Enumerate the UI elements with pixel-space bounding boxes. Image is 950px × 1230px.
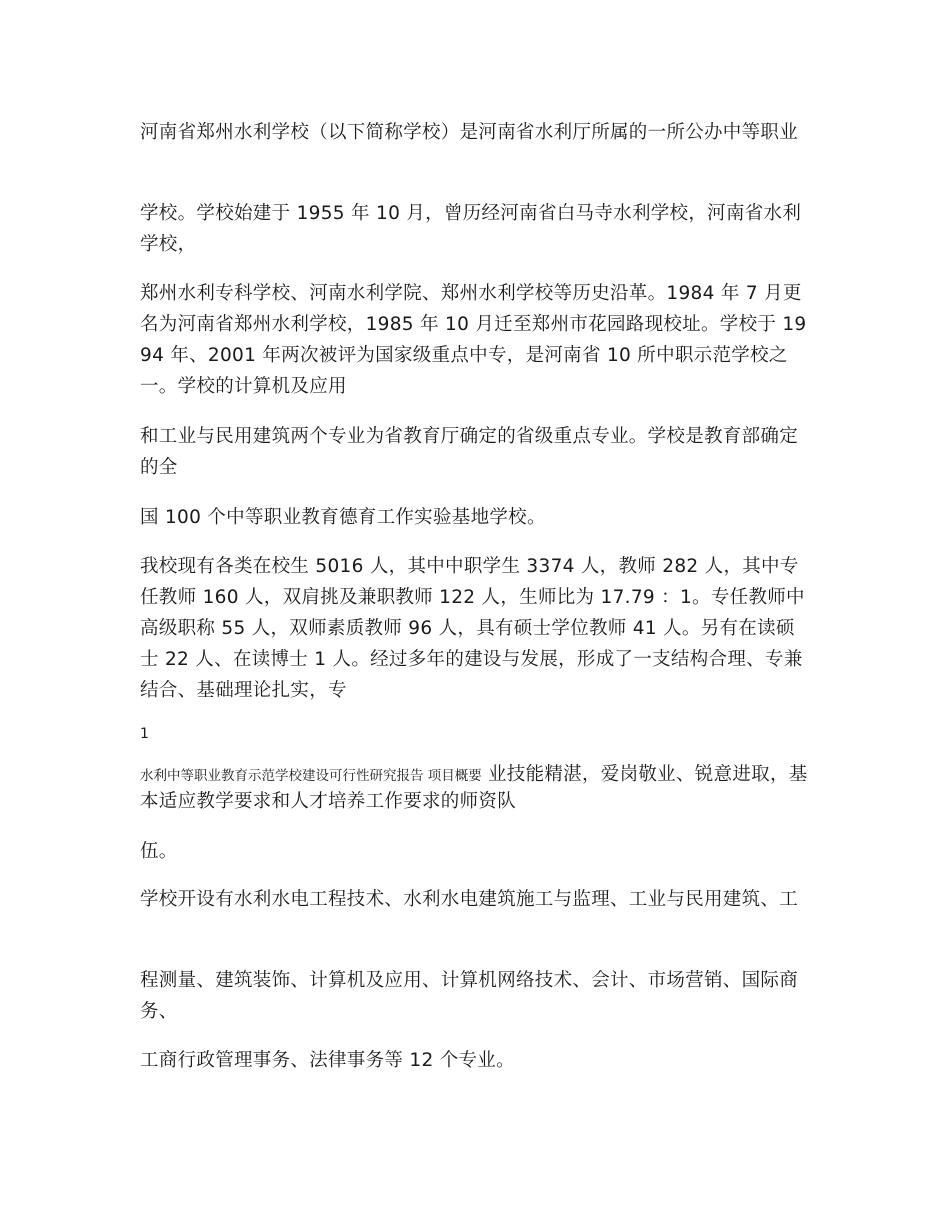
paragraph-8: 学校开设有水利水电工程技术、水利水电建筑施工与监理、工业与民用建筑、工 bbox=[140, 889, 799, 910]
page-number: 1 bbox=[140, 726, 149, 742]
running-header: 水利中等职业教育示范学校建设可行性研究报告 项目概要 bbox=[140, 768, 482, 784]
paragraph-6: 我校现有各类在校生 5016 人，其中中职学生 3374 人，教师 282 人，其中专任教师 160 人，双肩挑及兼职教师 122 人，生师比为 17.79 ：1。专任教师中高级职称 55 人，双师素质教师 96 人，具有硕士学位教师 41 人。另有在读硕士 22 人、在读博士 1 人。经过多年的建设与发展，形成了一支结构合理、专兼结合、基础理论扎实，专 bbox=[140, 556, 805, 701]
continuation-text: 业技能精湛，爱岗敬业、锐意进取，基本适应教学要求和人才培养工作要求的师资队 bbox=[140, 764, 808, 812]
page-break-line bbox=[140, 762, 820, 815]
paragraph-7: 伍。 bbox=[140, 841, 178, 862]
paragraph-10: 工商行政管理事务、法律事务等 12 个专业。 bbox=[140, 1050, 515, 1071]
paragraph-5: 国 100 个中等职业教育德育工作实验基地学校。 bbox=[140, 507, 546, 528]
paragraph-1: 河南省郑州水利学校（以下简称学校）是河南省水利厅所属的一所公办中等职业 bbox=[140, 122, 799, 143]
paragraph-9: 程测量、建筑装饰、计算机及应用、计算机网络技术、会计、市场营销、国际商务、 bbox=[140, 970, 799, 1022]
paragraph-2: 学校。学校始建于 1955 年 10 月，曾历经河南省白马寺水利学校，河南省水利学校， bbox=[140, 203, 802, 255]
paragraph-4: 和工业与民用建筑两个专业为省教育厅确定的省级重点专业。学校是教育部确定的全 bbox=[140, 426, 799, 478]
paragraph-3: 郑州水利专科学校、河南水利学院、郑州水利学校等历史沿革。1984 年 7 月更名为河南省郑州水利学校，1985 年 10 月迁至郑州市花园路现校址。学校于 1994 年、2001 年两次被评为国家级重点中专，是河南省 10 所中职示范学校之一。学校的计算机及应用 bbox=[140, 283, 807, 397]
